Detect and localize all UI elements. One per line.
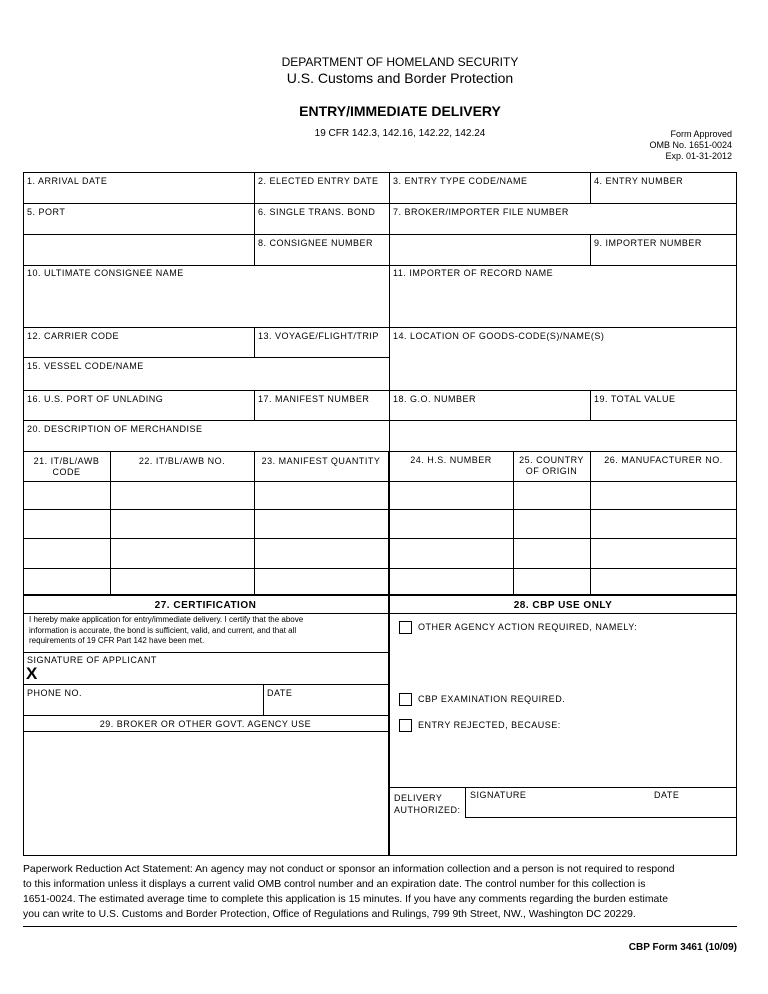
paperwork-line-1: Paperwork Reduction Act Statement: An agency may not conduct or sponsor an information collection and a person is not required to respond xyxy=(23,864,675,875)
voyage-label: 13. VOYAGE/FLIGHT/TRIP xyxy=(258,331,379,341)
date-label: DATE xyxy=(267,688,293,698)
cbp-examination-label: CBP EXAMINATION REQUIRED. xyxy=(418,694,566,704)
manufacturer-no-label: 26. MANUFACTURER NO. xyxy=(604,455,723,465)
signature-of-applicant-label: SIGNATURE OF APPLICANT xyxy=(27,655,157,665)
paperwork-line-4: you can write to U.S. Customs and Border Protection, Office of Regulations and Rulings, 799 9th Street, NW., Washington DC 20229. xyxy=(23,909,636,920)
single-trans-bond-label: 6. SINGLE TRANS. BOND xyxy=(258,207,376,217)
cbp-date-label: DATE xyxy=(654,790,680,800)
ultimate-consignee-label: 10. ULTIMATE CONSIGNEE NAME xyxy=(27,268,184,278)
importer-of-record-label: 11. IMPORTER OF RECORD NAME xyxy=(393,268,554,278)
itblawb-no-label: 22. IT/BL/AWB NO. xyxy=(138,456,226,466)
form-identifier: CBP Form 3461 (10/09) xyxy=(628,942,737,953)
phone-no-label: PHONE NO. xyxy=(27,688,83,698)
paperwork-line-2: to this information unless it displays a current valid OMB control number and an expiration date. The control number for this collection is xyxy=(23,879,646,890)
go-number-label: 18. G.O. NUMBER xyxy=(393,394,477,404)
importer-number-label: 9. IMPORTER NUMBER xyxy=(594,238,702,248)
certification-line-1: I hereby make application for entry/immediate delivery. I certify that the above xyxy=(29,615,304,624)
port-label: 5. PORT xyxy=(27,207,66,217)
delivery-label: DELIVERY xyxy=(394,793,443,803)
port-of-unlading-label: 16. U.S. PORT OF UNLADING xyxy=(27,394,164,404)
merchandise-description-label: 20. DESCRIPTION OF MERCHANDISE xyxy=(27,424,203,434)
cbp-examination-checkbox[interactable] xyxy=(399,693,412,706)
certification-text xyxy=(29,615,303,647)
entry-number-label: 4. ENTRY NUMBER xyxy=(594,176,684,186)
authorized-label: AUTHORIZED: xyxy=(394,805,461,815)
itblawb-code-label-2: CODE xyxy=(52,467,81,477)
broker-file-number-label: 7. BROKER/IMPORTER FILE NUMBER xyxy=(393,207,569,217)
certification-title: 27. CERTIFICATION xyxy=(154,600,257,611)
arrival-date-label: 1. ARRIVAL DATE xyxy=(27,176,108,186)
department-name: DEPARTMENT OF HOMELAND SECURITY xyxy=(281,55,519,69)
expiration-date: Exp. 01-31-2012 xyxy=(665,151,732,161)
form-title: ENTRY/IMMEDIATE DELIVERY xyxy=(299,103,501,119)
certification-line-2: information is accurate, the bond is sufficient, valid, and current, and that all xyxy=(29,625,297,635)
itblawb-code-label-1: 21. IT/BL/AWB xyxy=(33,456,100,466)
form-approved: Form Approved xyxy=(670,129,732,139)
consignee-number-label: 8. CONSIGNEE NUMBER xyxy=(258,238,374,248)
cbp-use-only-title: 28. CBP USE ONLY xyxy=(513,600,613,611)
other-agency-label: OTHER AGENCY ACTION REQUIRED, NAMELY: xyxy=(418,622,638,632)
cbp-signature-label: SIGNATURE xyxy=(470,790,527,800)
carrier-code-label: 12. CARRIER CODE xyxy=(27,331,120,341)
broker-agency-use-label: 29. BROKER OR OTHER GOVT. AGENCY USE xyxy=(99,719,312,729)
other-agency-checkbox[interactable] xyxy=(399,621,412,634)
manifest-quantity-label: 23. MANIFEST QUANTITY xyxy=(261,456,381,466)
omb-block xyxy=(649,129,732,162)
manifest-number-label: 17. MANIFEST NUMBER xyxy=(258,394,370,404)
omb-number: OMB No. 1651-0024 xyxy=(649,140,732,150)
entry-rejected-label: ENTRY REJECTED, BECAUSE: xyxy=(418,720,561,730)
cfr-reference: 19 CFR 142.3, 142.16, 142.22, 142.24 xyxy=(314,128,486,139)
elected-entry-date-label: 2. ELECTED ENTRY DATE xyxy=(258,176,379,186)
signature-x-mark: X xyxy=(26,664,38,683)
paperwork-line-3: 1651-0024. The estimated average time to complete this application is 15 minutes. If you have any comments regarding the burden estimate xyxy=(23,894,668,905)
delivery-authorized-label xyxy=(394,792,461,816)
location-of-goods-label: 14. LOCATION OF GOODS-CODE(S)/NAME(S) xyxy=(393,331,605,341)
country-of-origin-label-2: OF ORIGIN xyxy=(525,466,578,476)
certification-line-3: requirements of 19 CFR Part 142 have been met. xyxy=(29,636,205,645)
agency-name: U.S. Customs and Border Protection xyxy=(286,70,514,86)
hs-number-label: 24. H.S. NUMBER xyxy=(410,455,492,465)
entry-rejected-checkbox[interactable] xyxy=(399,719,412,732)
country-of-origin-label-1: 25. COUNTRY xyxy=(519,455,584,465)
paperwork-reduction-statement xyxy=(23,862,753,922)
vessel-code-label: 15. VESSEL CODE/NAME xyxy=(27,361,144,371)
entry-type-label: 3. ENTRY TYPE CODE/NAME xyxy=(393,176,528,186)
total-value-label: 19. TOTAL VALUE xyxy=(594,394,676,404)
